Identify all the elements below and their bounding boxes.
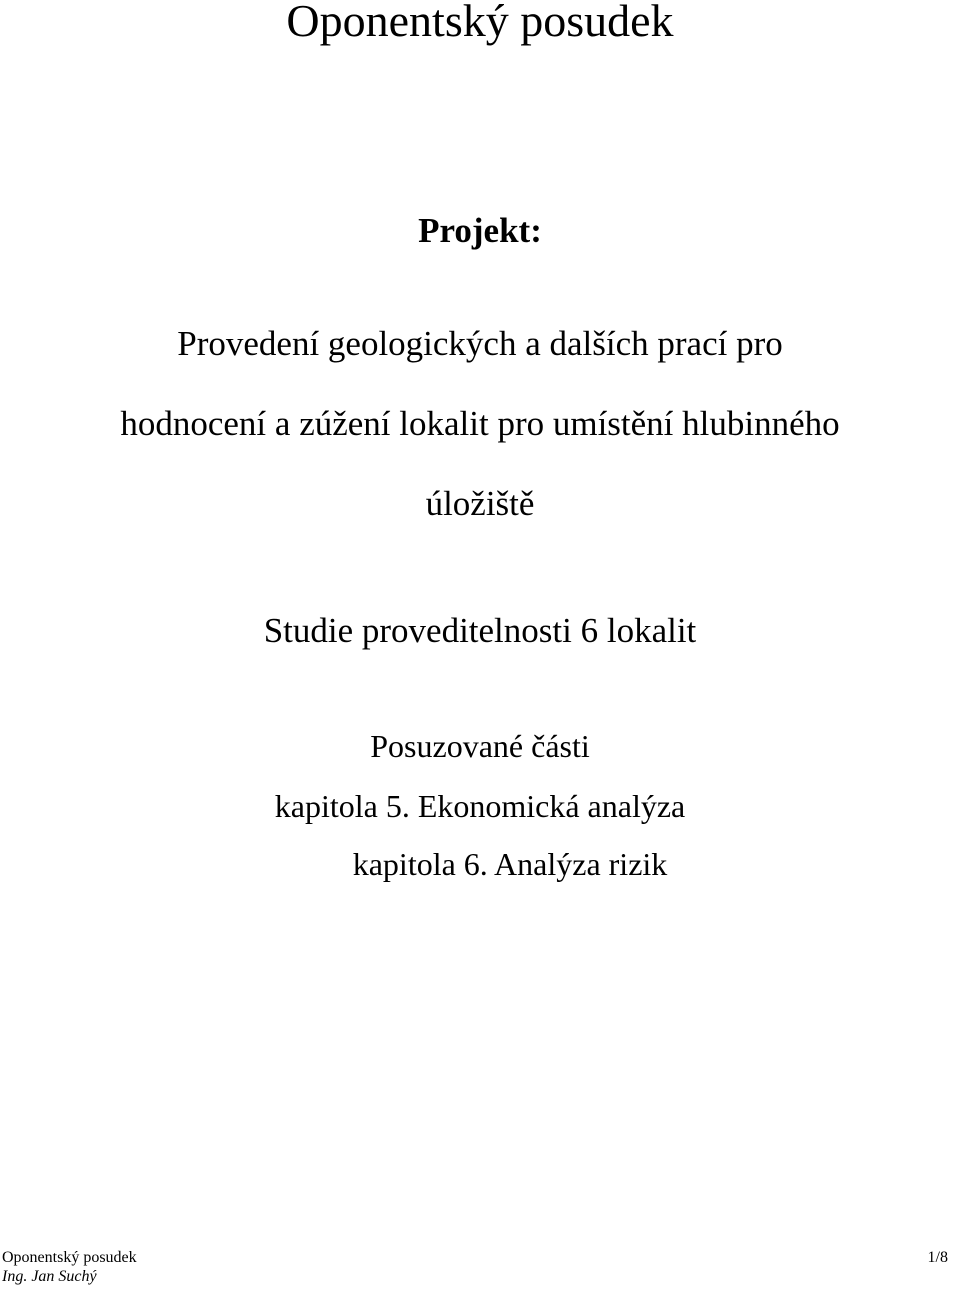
- page-number: 1/8: [927, 1249, 948, 1266]
- reviewed-part-item: kapitola 5. Ekonomická analýza: [274, 788, 686, 824]
- study-title: Studie proveditelnosti 6 lokalit: [263, 611, 697, 650]
- page-footer-left: [2, 1248, 137, 1286]
- project-label: Projekt:: [418, 211, 542, 250]
- footer-author: Ing. Jan Suchý: [2, 1268, 97, 1285]
- reviewed-parts-heading: Posuzované části: [370, 728, 590, 764]
- footer-document-name: Oponentský posudek: [2, 1249, 137, 1266]
- project-name-line-3: úložiště: [425, 484, 535, 523]
- project-name-line-2: hodnocení a zúžení lokalit pro umístění hlubinného: [120, 404, 840, 443]
- document-title: Oponentský posudek: [286, 0, 674, 46]
- project-name-line-1: Provedení geologických a dalších prací pro: [177, 324, 783, 363]
- reviewed-part-item: kapitola 6. Analýza rizik: [352, 846, 668, 882]
- project-name: [0, 304, 960, 544]
